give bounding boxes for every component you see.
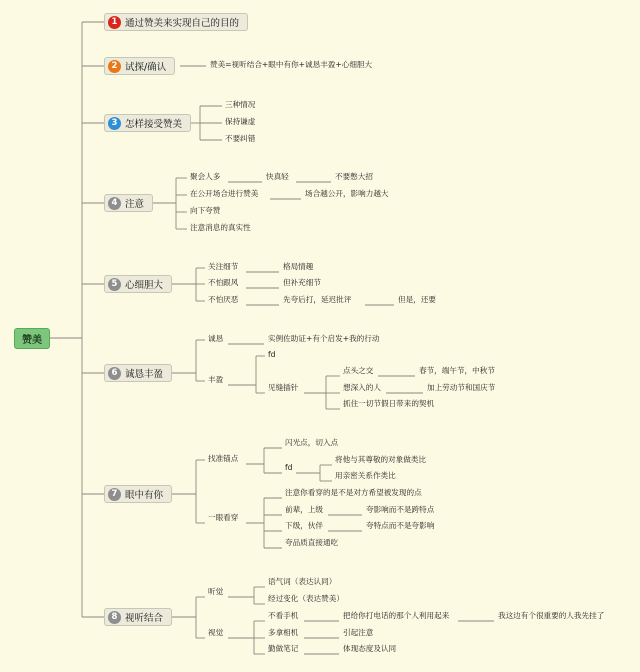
leaf-node[interactable]: 想深入的人 bbox=[343, 383, 381, 392]
leaf-node[interactable]: 听觉 bbox=[208, 587, 224, 596]
leaf-node[interactable]: 将他与其尊敬的对象做类比 bbox=[335, 455, 427, 464]
leaf-node[interactable]: fd bbox=[285, 463, 293, 472]
leaf-node[interactable]: 注意你看穿的是不是对方希望被发现的点 bbox=[285, 488, 422, 497]
leaf-node[interactable]: 注意消息的真实性 bbox=[190, 223, 251, 232]
leaf-node[interactable]: 格局情趣 bbox=[283, 262, 314, 271]
branch-8[interactable] bbox=[104, 608, 172, 626]
branch-2[interactable] bbox=[104, 57, 175, 75]
leaf-node[interactable]: fd bbox=[268, 350, 276, 359]
number-badge-icon: 1 bbox=[108, 16, 121, 29]
leaf-node[interactable]: 场合越公开，影响力越大 bbox=[305, 189, 389, 198]
branch-5[interactable] bbox=[104, 275, 172, 293]
leaf-node[interactable]: 视觉 bbox=[208, 628, 224, 637]
leaf-node[interactable]: 引起注意 bbox=[343, 628, 374, 637]
branch-label: 眼中有你 bbox=[125, 490, 164, 501]
leaf-node[interactable]: 勤做笔记 bbox=[268, 644, 299, 653]
leaf-node[interactable]: 不怕厌恶 bbox=[208, 295, 239, 304]
branch-3[interactable] bbox=[104, 114, 191, 132]
leaf-node[interactable]: 我这边有个很重要的人我先挂了 bbox=[498, 611, 605, 620]
leaf-node[interactable]: 保持谦虚 bbox=[225, 117, 256, 126]
leaf-node[interactable]: 夸影响而不是跨特点 bbox=[366, 505, 435, 514]
leaf-node[interactable]: 见缝插针 bbox=[268, 383, 299, 392]
branch-label: 试探/确认 bbox=[125, 62, 167, 73]
leaf-node[interactable]: 赞美=视听结合+眼中有你+诚恳丰盈+心细胆大 bbox=[210, 60, 373, 69]
leaf-node[interactable]: 不看手机 bbox=[268, 611, 299, 620]
branch-7[interactable] bbox=[104, 485, 172, 503]
branch-label: 注意 bbox=[125, 199, 145, 210]
leaf-node[interactable]: 点头之交 bbox=[343, 366, 374, 375]
leaf-node[interactable]: 前辈，上级 bbox=[285, 505, 323, 514]
number-badge-icon: 6 bbox=[108, 367, 121, 380]
leaf-node[interactable]: 语气词（表达认同） bbox=[268, 577, 337, 586]
branch-label: 视听结合 bbox=[125, 613, 164, 624]
leaf-node[interactable]: 但补充细节 bbox=[283, 278, 321, 287]
leaf-node[interactable]: 多拿相机 bbox=[268, 628, 299, 637]
leaf-node[interactable]: 找准锚点 bbox=[208, 454, 239, 463]
leaf-node[interactable]: 先夸后打，延迟批评 bbox=[283, 295, 352, 304]
leaf-node[interactable]: 加上劳动节和国庆节 bbox=[427, 383, 496, 392]
leaf-node[interactable]: 但是，还要 bbox=[398, 295, 436, 304]
branch-label: 心细胆大 bbox=[125, 280, 164, 291]
number-badge-icon: 4 bbox=[108, 197, 121, 210]
leaf-node[interactable]: 诚恳 bbox=[208, 334, 224, 343]
number-badge-icon: 7 bbox=[108, 488, 121, 501]
number-badge-icon: 8 bbox=[108, 611, 121, 624]
root-node[interactable]: 赞美 bbox=[14, 328, 50, 349]
leaf-node[interactable]: 用亲密关系作类比 bbox=[335, 471, 396, 480]
branch-label: 通过赞美来实现自己的目的 bbox=[125, 18, 240, 29]
leaf-node[interactable]: 下级，伙伴 bbox=[285, 521, 323, 530]
branch-label: 怎样接受赞美 bbox=[125, 119, 183, 130]
leaf-node[interactable]: 春节，端午节，中秋节 bbox=[419, 366, 495, 375]
number-badge-icon: 3 bbox=[108, 117, 121, 130]
leaf-node[interactable]: 在公开场合进行赞美 bbox=[190, 189, 259, 198]
number-badge-icon: 5 bbox=[108, 278, 121, 291]
branch-1[interactable] bbox=[104, 13, 248, 31]
leaf-node[interactable]: 三种情况 bbox=[225, 100, 256, 109]
leaf-node[interactable]: 夸品质直接通吃 bbox=[285, 538, 339, 547]
leaf-node[interactable]: 不要纠错 bbox=[225, 134, 256, 143]
leaf-node[interactable]: 丰盈 bbox=[208, 375, 224, 384]
leaf-node[interactable]: 关注细节 bbox=[208, 262, 239, 271]
leaf-node[interactable]: 向下夸赞 bbox=[190, 206, 221, 215]
leaf-node[interactable]: 抓住一切节假日带来的契机 bbox=[343, 399, 435, 408]
leaf-node[interactable]: 不怕跟风 bbox=[208, 278, 239, 287]
leaf-node[interactable]: 实例佐助证+有个启发+我的行动 bbox=[268, 334, 380, 343]
leaf-node[interactable]: 闪光点，切入点 bbox=[285, 438, 339, 447]
leaf-node[interactable]: 不要憋大招 bbox=[335, 172, 373, 181]
branch-6[interactable] bbox=[104, 364, 172, 382]
branch-4[interactable] bbox=[104, 194, 153, 212]
leaf-node[interactable]: 夸特点而不是夸影响 bbox=[366, 521, 435, 530]
leaf-node[interactable]: 聚会人多 bbox=[190, 172, 221, 181]
branch-label: 诚恳丰盈 bbox=[125, 369, 164, 380]
leaf-node[interactable]: 体现态度及认同 bbox=[343, 644, 397, 653]
leaf-node[interactable]: 经过变化（表达赞美） bbox=[268, 594, 344, 603]
leaf-node[interactable]: 一眼看穿 bbox=[208, 513, 239, 522]
number-badge-icon: 2 bbox=[108, 60, 121, 73]
leaf-node[interactable]: 把给你打电话的那个人利用起来 bbox=[343, 611, 450, 620]
leaf-node[interactable]: 快真轻 bbox=[266, 172, 289, 181]
